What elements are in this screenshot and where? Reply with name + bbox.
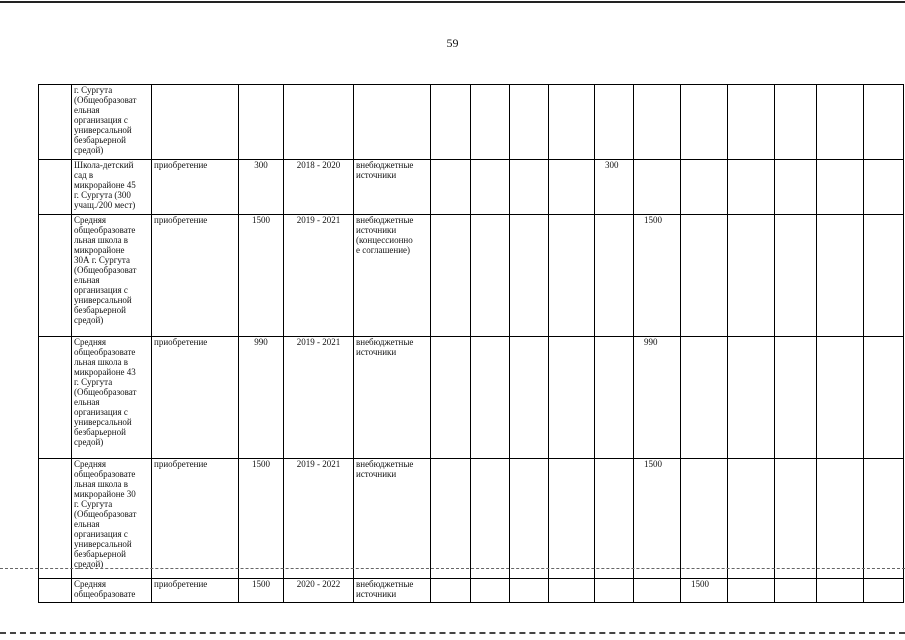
scan-fold-line <box>0 568 905 569</box>
period-cell <box>284 85 354 160</box>
capacity-cell <box>239 85 284 160</box>
row-number-cell <box>39 85 72 160</box>
object-name-cell: Школа-детский сад в микрорайоне 45 г. Сургута (300 учащ./200 мест) <box>72 160 152 215</box>
source-cell <box>354 85 431 160</box>
table-row <box>39 85 904 160</box>
amount-cell <box>864 85 904 160</box>
amount-cell <box>549 160 595 215</box>
object-name-cell: г. Сургута (Общеобразоват ельная организация с универсальной безбарьерной средой) <box>72 85 152 160</box>
scan-bottom-edge <box>0 632 905 634</box>
amount-cell <box>431 215 471 337</box>
amount-cell <box>864 579 904 603</box>
period-cell: 2018 - 2020 <box>284 160 354 215</box>
capacity-cell: 990 <box>239 337 284 459</box>
amount-cell <box>775 215 817 337</box>
amount-cell <box>775 579 817 603</box>
amount-cell <box>775 337 817 459</box>
method-cell: приобретение <box>152 337 239 459</box>
amount-cell <box>595 579 634 603</box>
amount-cell <box>681 160 728 215</box>
amount-cell: 1500 <box>634 459 681 579</box>
row-number-cell <box>39 459 72 579</box>
amount-cell <box>549 85 595 160</box>
table-row <box>39 337 904 459</box>
amount-cell <box>510 160 549 215</box>
amount-cell <box>681 459 728 579</box>
capacity-cell: 1500 <box>239 579 284 603</box>
source-cell: внебюджетные источники <box>354 459 431 579</box>
amount-cell <box>471 337 510 459</box>
amount-cell <box>634 85 681 160</box>
method-cell: приобретение <box>152 215 239 337</box>
capacity-cell: 300 <box>239 160 284 215</box>
amount-cell: 300 <box>595 160 634 215</box>
amount-cell <box>728 337 775 459</box>
table-row <box>39 160 904 215</box>
document-table <box>38 84 904 603</box>
amount-cell <box>549 337 595 459</box>
amount-cell <box>471 85 510 160</box>
source-cell: внебюджетные источники <box>354 337 431 459</box>
amount-cell <box>595 215 634 337</box>
amount-cell <box>681 215 728 337</box>
amount-cell <box>510 459 549 579</box>
amount-cell <box>431 337 471 459</box>
page-number: 59 <box>446 36 459 50</box>
amount-cell <box>817 215 864 337</box>
amount-cell: 990 <box>634 337 681 459</box>
method-cell: приобретение <box>152 459 239 579</box>
amount-cell <box>595 337 634 459</box>
row-number-cell <box>39 160 72 215</box>
amount-cell: 1500 <box>681 579 728 603</box>
amount-cell <box>817 337 864 459</box>
method-cell: приобретение <box>152 160 239 215</box>
amount-cell <box>817 85 864 160</box>
amount-cell <box>817 459 864 579</box>
amount-cell <box>775 85 817 160</box>
amount-cell <box>510 579 549 603</box>
row-number-cell <box>39 579 72 603</box>
amount-cell <box>549 459 595 579</box>
amount-cell <box>728 160 775 215</box>
table-row <box>39 215 904 337</box>
amount-cell <box>775 459 817 579</box>
amount-cell <box>549 215 595 337</box>
amount-cell <box>431 85 471 160</box>
table-row <box>39 459 904 579</box>
amount-cell <box>728 215 775 337</box>
period-cell: 2019 - 2021 <box>284 337 354 459</box>
amount-cell <box>471 459 510 579</box>
object-name-cell: Средняя общеобразовате льная школа в микрорайоне 43 г. Сургута (Общеобразоват ельная организация с универсальной безбарьерной средой) <box>72 337 152 459</box>
source-cell: внебюджетные источники <box>354 579 431 603</box>
amount-cell <box>510 337 549 459</box>
capacity-cell: 1500 <box>239 459 284 579</box>
amount-cell <box>471 579 510 603</box>
document-table-wrap <box>38 84 904 603</box>
period-cell: 2019 - 2021 <box>284 215 354 337</box>
amount-cell <box>549 579 595 603</box>
amount-cell <box>510 85 549 160</box>
amount-cell <box>864 215 904 337</box>
amount-cell <box>634 579 681 603</box>
amount-cell <box>431 579 471 603</box>
object-name-cell: Средняя общеобразовате льная школа в микрорайоне 30 г. Сургута (Общеобразоват ельная организация с универсальной безбарьерной средой) <box>72 459 152 579</box>
amount-cell <box>681 337 728 459</box>
amount-cell <box>431 459 471 579</box>
amount-cell: 1500 <box>634 215 681 337</box>
source-cell: внебюджетные источники <box>354 160 431 215</box>
method-cell <box>152 85 239 160</box>
amount-cell <box>595 459 634 579</box>
amount-cell <box>728 579 775 603</box>
amount-cell <box>864 160 904 215</box>
row-number-cell <box>39 215 72 337</box>
amount-cell <box>864 337 904 459</box>
method-cell: приобретение <box>152 579 239 603</box>
amount-cell <box>817 160 864 215</box>
source-cell: внебюджетные источники (концессионно е соглашение) <box>354 215 431 337</box>
amount-cell <box>634 160 681 215</box>
amount-cell <box>728 459 775 579</box>
table-body <box>39 85 904 603</box>
amount-cell <box>817 579 864 603</box>
row-number-cell <box>39 337 72 459</box>
amount-cell <box>471 215 510 337</box>
capacity-cell: 1500 <box>239 215 284 337</box>
amount-cell <box>510 215 549 337</box>
amount-cell <box>431 160 471 215</box>
amount-cell <box>595 85 634 160</box>
period-cell: 2020 - 2022 <box>284 579 354 603</box>
object-name-cell: Средняя общеобразовате льная школа в микрорайоне 30А г. Сургута (Общеобразоват ельная организация с универсальной безбарьерной средой) <box>72 215 152 337</box>
amount-cell <box>864 459 904 579</box>
amount-cell <box>728 85 775 160</box>
scan-top-edge <box>0 1 905 3</box>
amount-cell <box>775 160 817 215</box>
amount-cell <box>471 160 510 215</box>
period-cell: 2019 - 2021 <box>284 459 354 579</box>
amount-cell <box>681 85 728 160</box>
object-name-cell: Средняя общеобразовате <box>72 579 152 603</box>
table-row <box>39 579 904 603</box>
